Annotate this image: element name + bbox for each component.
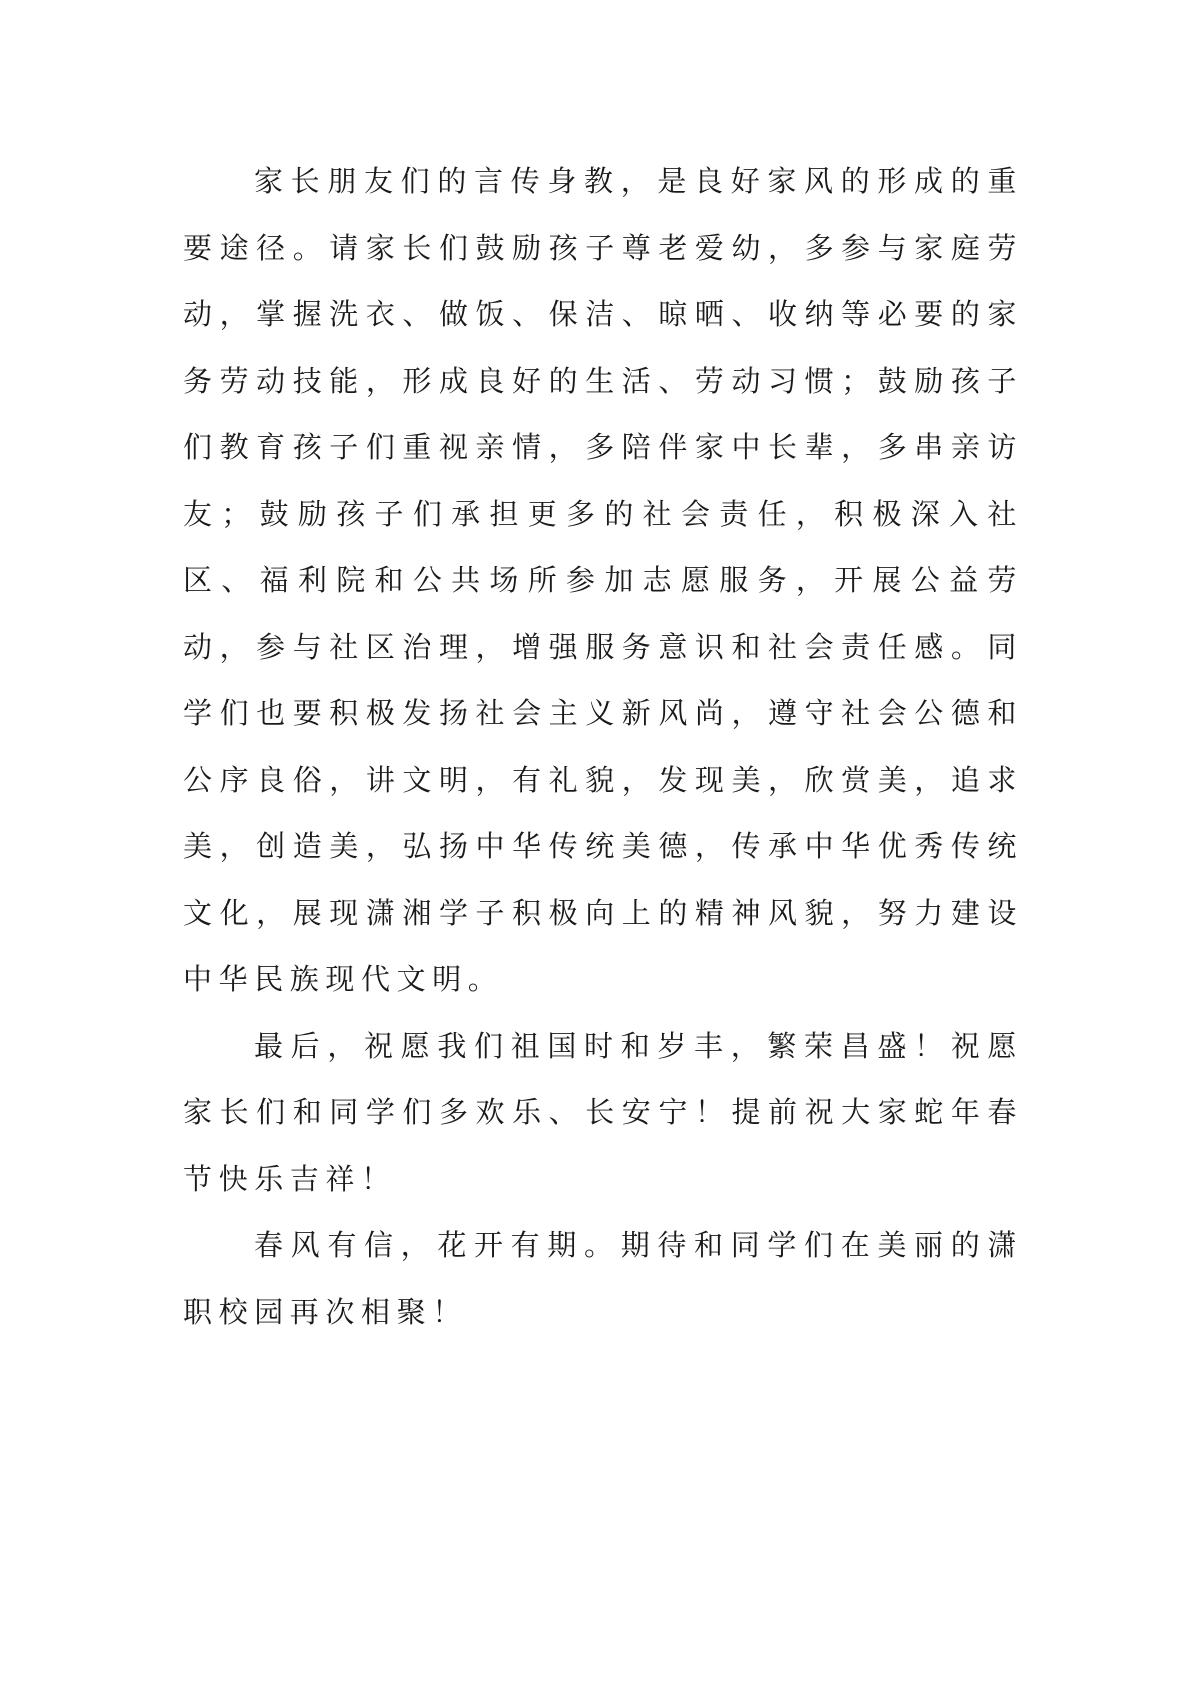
document-body <box>183 148 1023 1345</box>
paragraph-reunion: 春风有信，花开有期。期待和同学们在美丽的潇职校园再次相聚！ <box>183 1228 1023 1329</box>
paragraph-new-year-wishes: 最后，祝愿我们祖国时和岁丰，繁荣昌盛！祝愿家长们和同学们多欢乐、长安宁！提前祝大家蛇年春节快乐吉祥！ <box>183 1028 1023 1196</box>
paragraph-family-education: 家长朋友们的言传身教，是良好家风的形成的重要途径。请家长们鼓励孩子尊老爱幼，多参与家庭劳动，掌握洗衣、做饭、保洁、晾晒、收纳等必要的家务劳动技能，形成良好的生活、劳动习惯；鼓励孩子们教育孩子们重视亲情，多陪伴家中长辈，多串亲访友；鼓励孩子们承担更多的社会责任，积极深入社区、福利院和公共场所参加志愿服务，开展公益劳动，参与社区治理，增强服务意识和社会责任感。同学们也要积极发扬社会主义新风尚，遵守社会公德和公序良俗，讲文明，有礼貌，发现美，欣赏美，追求美，创造美，弘扬中华传统美德，传承中华优秀传统文化，展现潇湘学子积极向上的精神风貌，努力建设中华民族现代文明。 <box>183 164 1023 996</box>
